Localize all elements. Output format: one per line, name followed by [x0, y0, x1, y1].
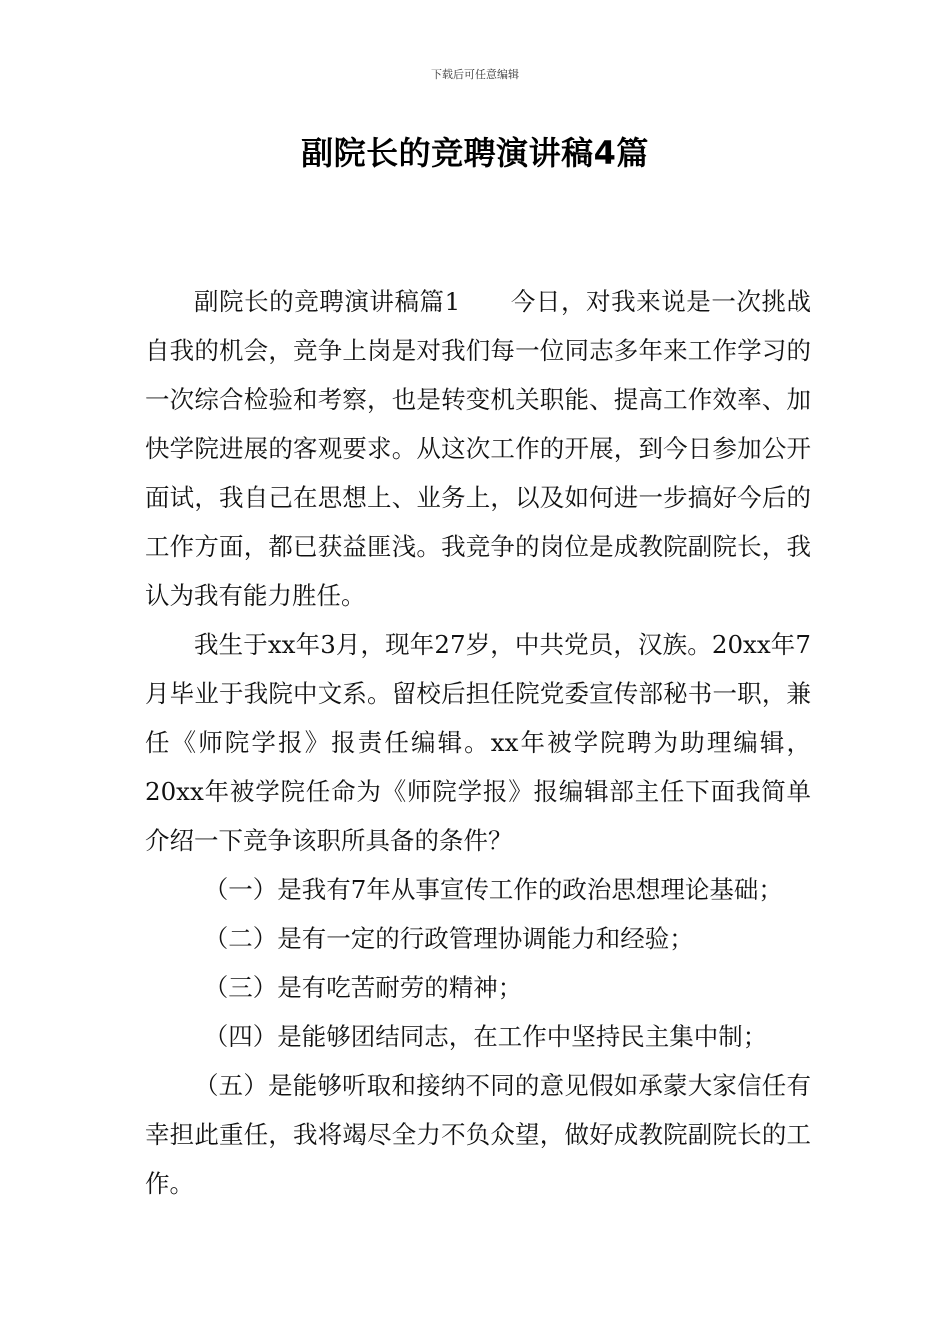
paragraph-background: 我生于xx年3月，现年27岁，中共党员，汉族。20xx年7月毕业于我院中文系。留校后担任院党委宣传部秘书一职，兼任《师院学报》报责任编辑。xx年被学院聘为助理编辑，20xx年被学院任命为《师院学报》报编辑部主任下面我简单介绍一下竞争该职所具备的条件？ [145, 630, 811, 855]
list-item: （三）是有吃苦耐劳的精神； [203, 973, 523, 1002]
list-item: （四）是能够团结同志，在工作中坚持民主集中制； [203, 1022, 768, 1051]
list-item: （五）是能够听取和接纳不同的意见假如承蒙大家信任有幸担此重任，我将竭尽全力不负众望，做好成教院副院长的工作。 [145, 1071, 811, 1198]
document-title: 副院长的竞聘演讲稿4篇 [301, 134, 649, 172]
list-item: （一）是我有7年从事宣传工作的政治思想理论基础； [203, 875, 783, 904]
document-body [145, 277, 811, 1208]
list-item: （二）是有一定的行政管理协调能力和经验； [203, 924, 694, 953]
paragraph-intro: 副院长的竞聘演讲稿篇1 今日，对我来说是一次挑战自我的机会，竞争上岗是对我们每一位同志多年来工作学习的一次综合检验和考察，也是转变机关职能、提高工作效率、加快学院进展的客观要求。从这次工作的开展，到今日参加公开面试，我自己在思想上、业务上，以及如何进一步搞好今后的工作方面，都已获益匪浅。我竞争的岗位是成教院副院长，我认为我有能力胜任。 [145, 287, 811, 610]
header-note: 下载后可任意编辑 [431, 68, 519, 81]
